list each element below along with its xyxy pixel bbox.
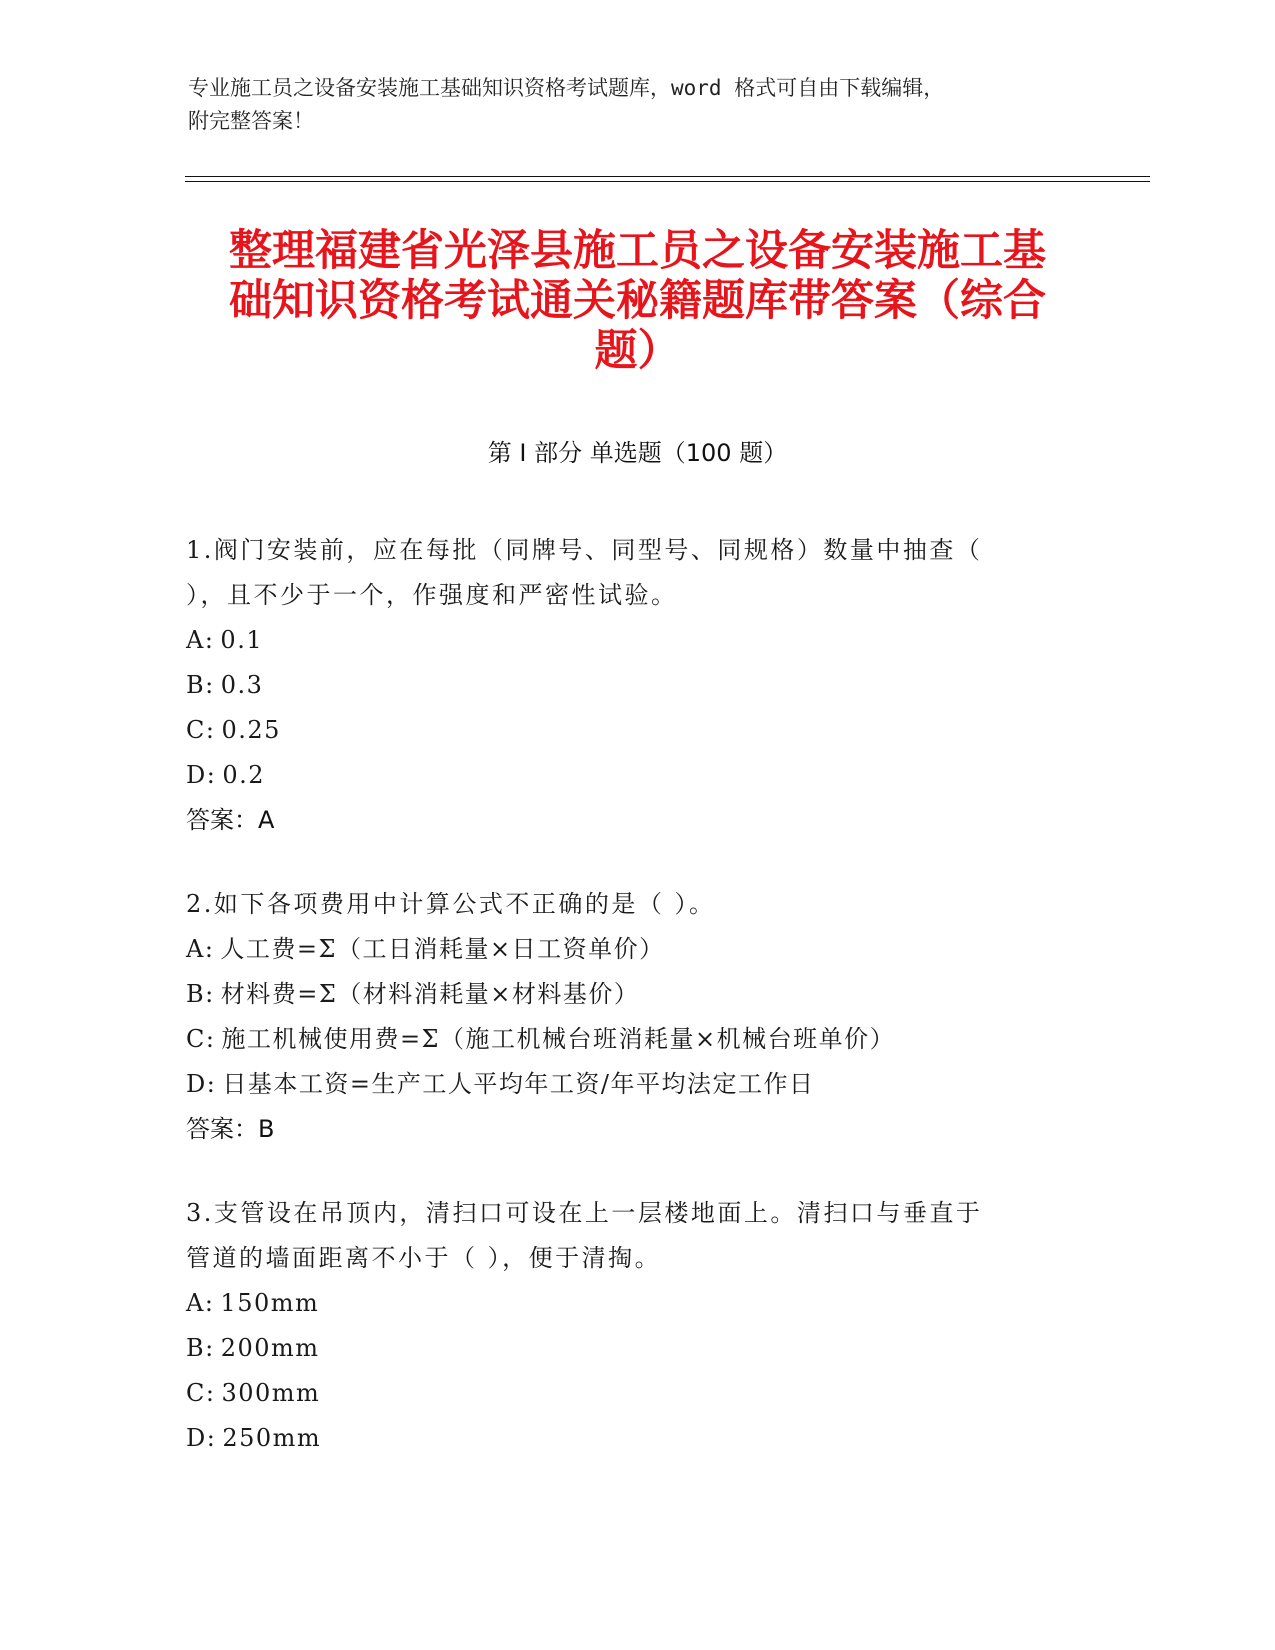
question-1 xyxy=(186,528,1086,843)
option-letter: B: xyxy=(186,980,215,1008)
option-letter: C: xyxy=(186,1379,216,1407)
title-line: 题） xyxy=(594,326,681,376)
header-divider-bottom xyxy=(185,181,1150,182)
document-title xyxy=(150,226,1125,376)
question-stem-line: 管道的墙面距离不小于（ ），便于清掏。 xyxy=(186,1244,662,1272)
header-note-line: 附完整答案！ xyxy=(188,109,314,133)
title-line: 整理福建省光泽县施工员之设备安装施工基 xyxy=(229,226,1046,276)
option-a xyxy=(186,927,1086,972)
option-text: 人工费=Σ（工日消耗量×日工资单价） xyxy=(220,935,665,963)
option-letter: C: xyxy=(186,1025,216,1053)
option-letter: D: xyxy=(186,761,217,789)
option-b xyxy=(186,1326,1086,1371)
option-letter: A: xyxy=(186,935,215,963)
option-letter: A: xyxy=(186,626,215,654)
question-2 xyxy=(186,882,1086,1152)
option-text: 0.1 xyxy=(220,626,264,654)
option-text: 250mm xyxy=(222,1424,322,1452)
question-list xyxy=(186,528,1086,1500)
option-text: 0.25 xyxy=(221,716,281,744)
title-line: 础知识资格考试通关秘籍题库带答案（综合 xyxy=(229,276,1046,326)
option-letter: A: xyxy=(186,1289,215,1317)
option-d xyxy=(186,1416,1086,1461)
option-a xyxy=(186,618,1086,663)
header-note xyxy=(188,72,1068,138)
question-stem-line: 1.阀门安装前，应在每批（同牌号、同型号、同规格）数量中抽查（ xyxy=(186,536,983,564)
question-stem-line: 3.支管设在吊顶内，清扫口可设在上一层楼地面上。清扫口与垂直于 xyxy=(186,1199,983,1227)
option-letter: B: xyxy=(186,1334,215,1362)
header-divider-top xyxy=(185,176,1150,177)
option-letter: C: xyxy=(186,716,216,744)
question-stem-line: ），且不少于一个，作强度和严密性试验。 xyxy=(186,581,678,609)
option-text: 0.3 xyxy=(220,671,264,699)
option-letter: D: xyxy=(186,1070,217,1098)
option-text: 0.2 xyxy=(222,761,265,789)
option-c xyxy=(186,1017,1086,1062)
answer-line: 答案：A xyxy=(186,806,275,834)
option-text: 300mm xyxy=(221,1379,321,1407)
section-title: 第 I 部分 单选题（100 题） xyxy=(487,439,788,467)
option-c xyxy=(186,708,1086,753)
option-b xyxy=(186,972,1086,1017)
option-letter: D: xyxy=(186,1424,217,1452)
header-note-line: 专业施工员之设备安装施工基础知识资格考试题库，word 格式可自由下载编辑， xyxy=(188,76,945,100)
option-text: 日基本工资=生产工人平均年工资/年平均法定工作日 xyxy=(222,1070,815,1098)
option-d xyxy=(186,1062,1086,1107)
option-letter: B: xyxy=(186,671,215,699)
question-stem-line: 2.如下各项费用中计算公式不正确的是（ ）。 xyxy=(186,890,716,918)
option-text: 材料费=Σ（材料消耗量×材料基价） xyxy=(220,980,640,1008)
option-c xyxy=(186,1371,1086,1416)
option-text: 150mm xyxy=(220,1289,320,1317)
option-b xyxy=(186,663,1086,708)
question-3 xyxy=(186,1191,1086,1461)
option-a xyxy=(186,1281,1086,1326)
answer-line: 答案：B xyxy=(186,1115,275,1143)
option-text: 200mm xyxy=(220,1334,320,1362)
option-text: 施工机械使用费=Σ（施工机械台班消耗量×机械台班单价） xyxy=(221,1025,896,1053)
option-d xyxy=(186,753,1086,798)
